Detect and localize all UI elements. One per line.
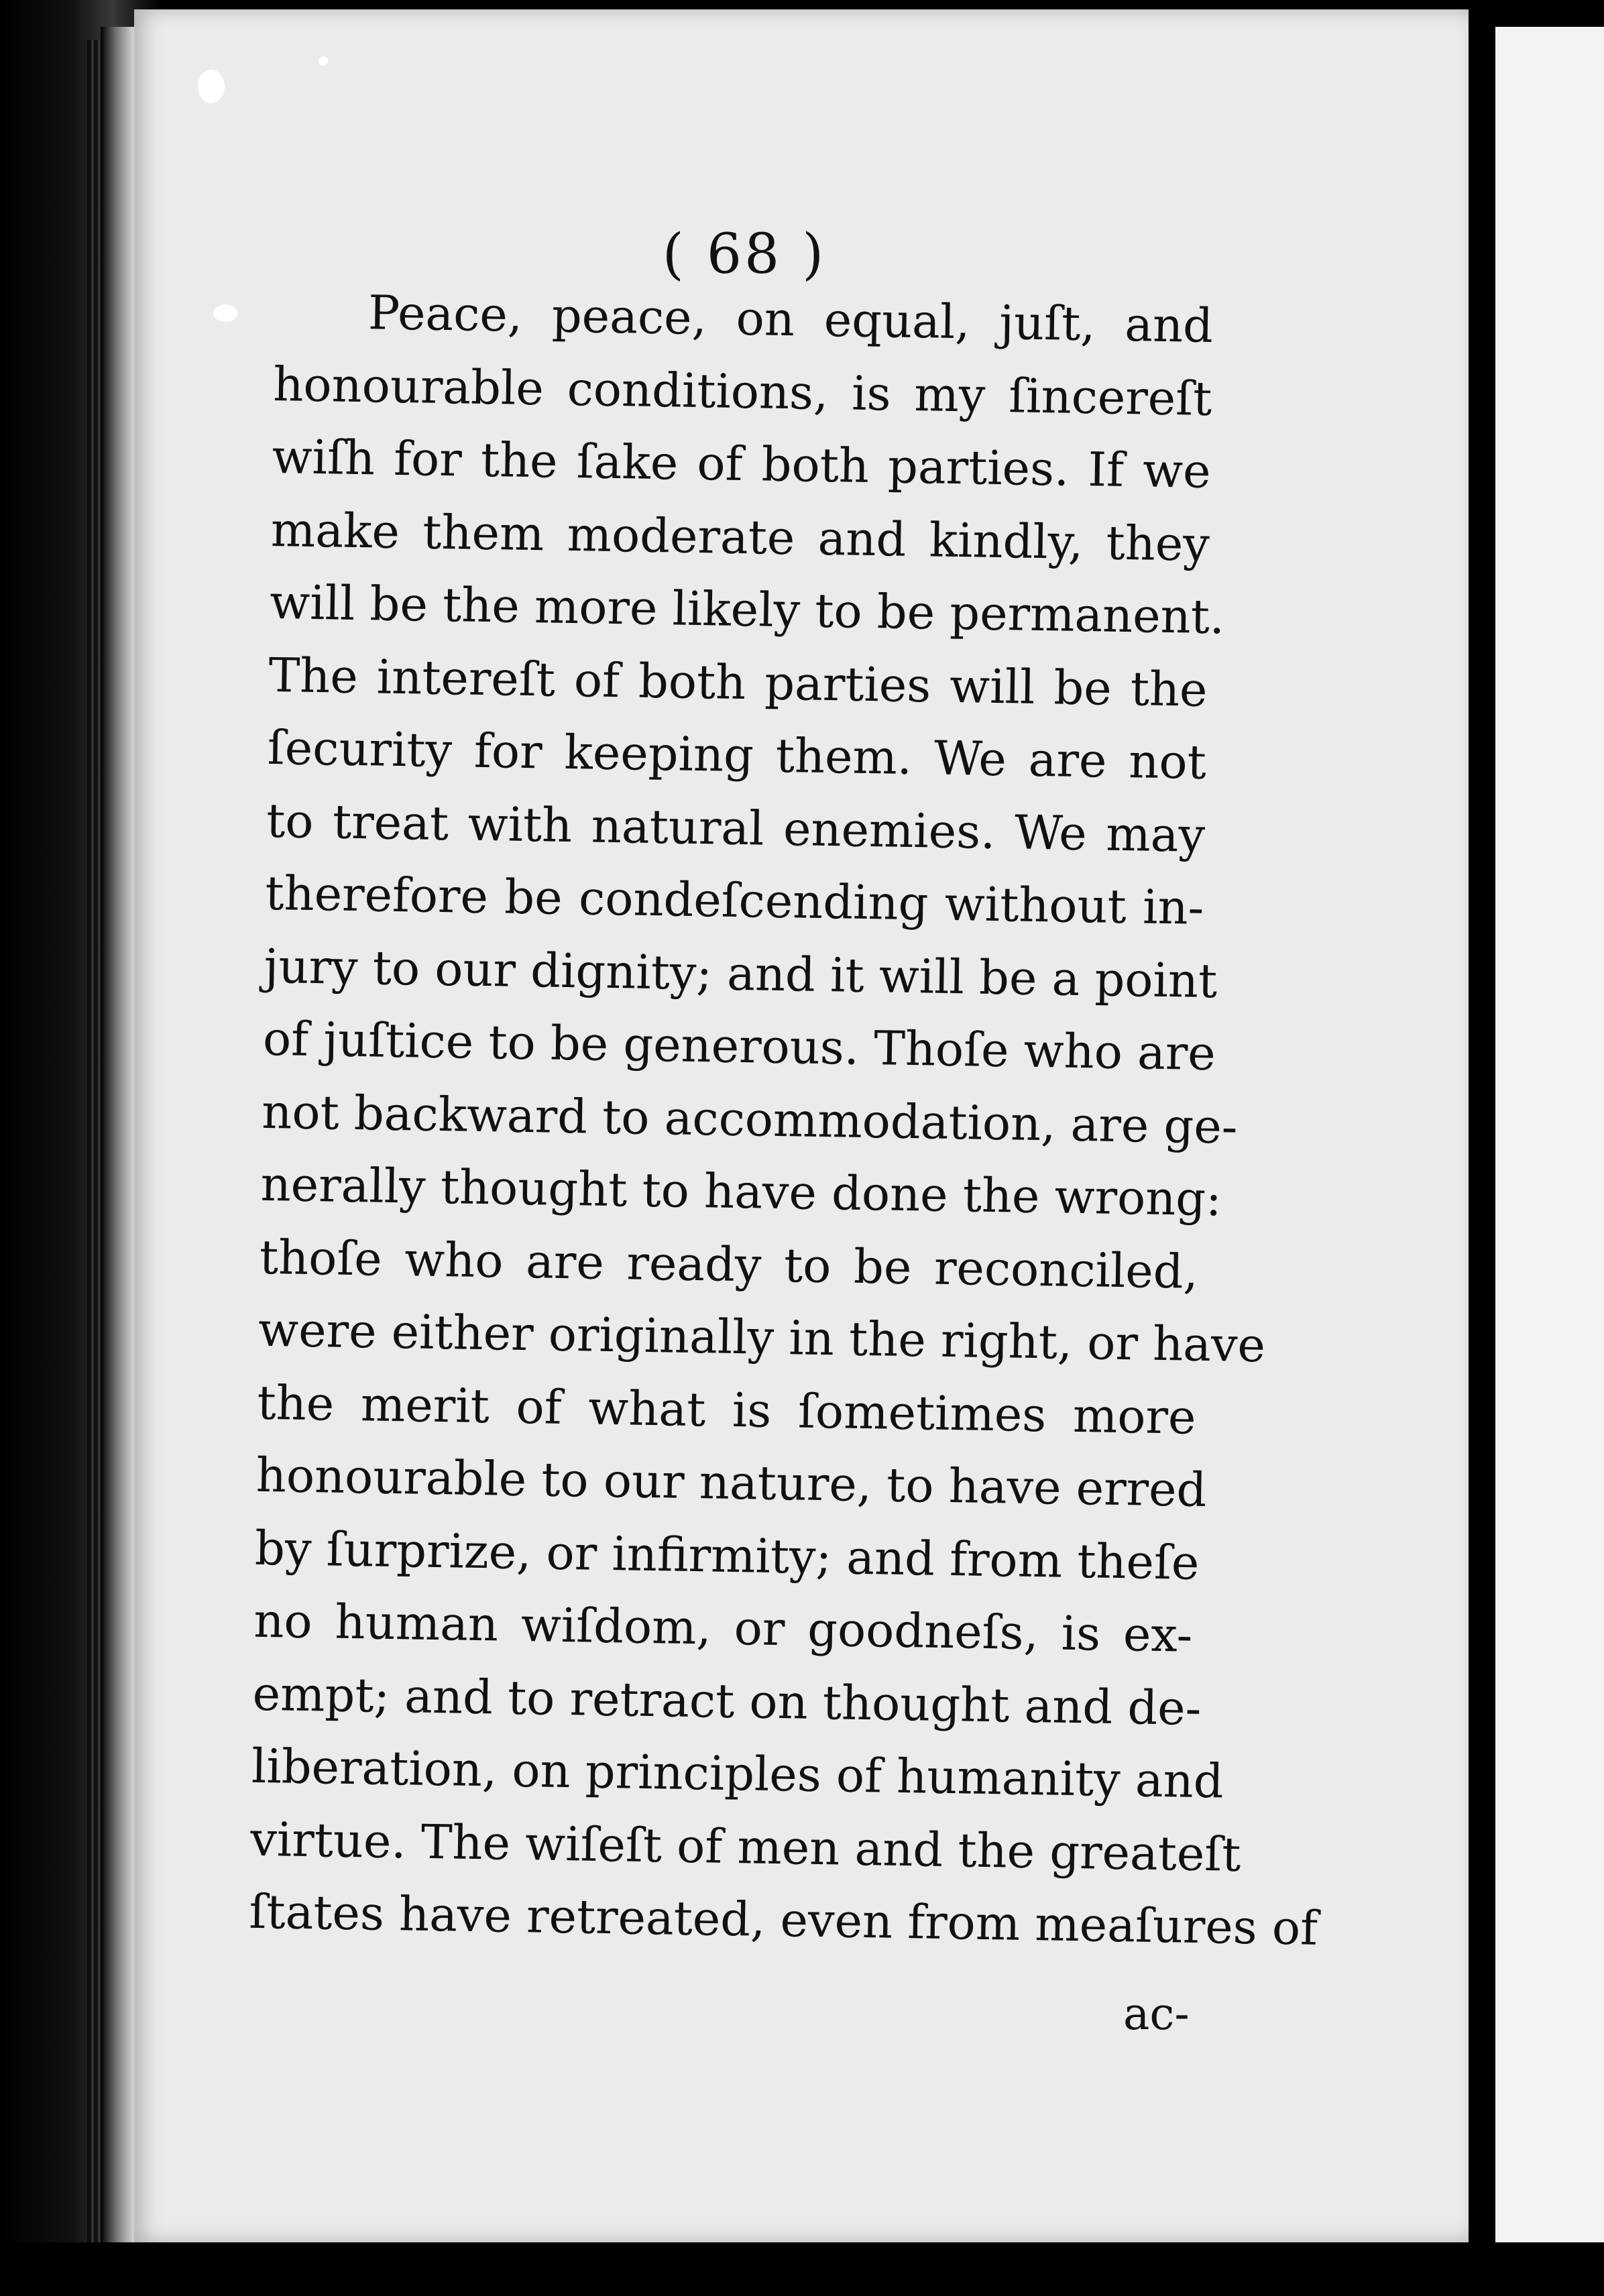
gutter [1469,0,1495,2296]
text-line: honourable to our nature, to have erred [255,1447,1207,1518]
paper-speck [319,56,328,66]
text-line: jury to our dignity; and it will be a point [264,938,1218,1009]
text-line: will be the more likely to be permanent. [269,574,1225,645]
text-line: virtue. The wiſeſt of men and the greateſt [249,1811,1241,1882]
text-line: The intereſt of both parties will be the [268,647,1208,718]
text-line: the merit of what is ſometimes more [256,1375,1197,1445]
text-line: nerally thought to have done the wrong: [260,1156,1222,1227]
text-line: by ſurprize, or infirmity; and from theſe [254,1520,1200,1591]
text-line: Peace, peace, on equal, juſt, and [367,285,1214,353]
text-line: honourable conditions, is my ſincereſt [272,356,1212,426]
paper-speck [198,70,225,103]
text-line: wiſh for the ſake of both parties. If we [272,428,1212,499]
text-line: of juſtice to be generous. Thoſe who are [262,1011,1216,1082]
text-line: ſtates have retreated, even from meaſures of [249,1884,1318,1956]
body-text [249,275,1318,1963]
text-line: were either originally in the right, or have [257,1302,1266,1373]
text-line: liberation, on principles of humanity and [251,1738,1224,1809]
text-line: make them moderate and kindly, they [270,502,1210,572]
text-line: therefore be condeſcending without in- [264,865,1204,935]
scan-border [0,2242,1604,2296]
text-line: empt; and to retract on thought and de- [252,1666,1202,1736]
facing-page [1495,27,1604,2253]
text-line: to treat with natural enemies. We may [266,793,1206,863]
text-line: no human wiſdom, or goodneſs, is ex- [253,1593,1193,1663]
text-line: not backward to accommodation, are ge- [261,1084,1239,1155]
page-number: ( 68 ) [662,223,827,286]
catchword: ac- [1123,1988,1190,2040]
text-line: thoſe who are ready to be reconciled, [259,1229,1199,1300]
paper-speck [213,304,237,322]
text-line: ſecurity for keeping them. We are not [267,720,1207,790]
